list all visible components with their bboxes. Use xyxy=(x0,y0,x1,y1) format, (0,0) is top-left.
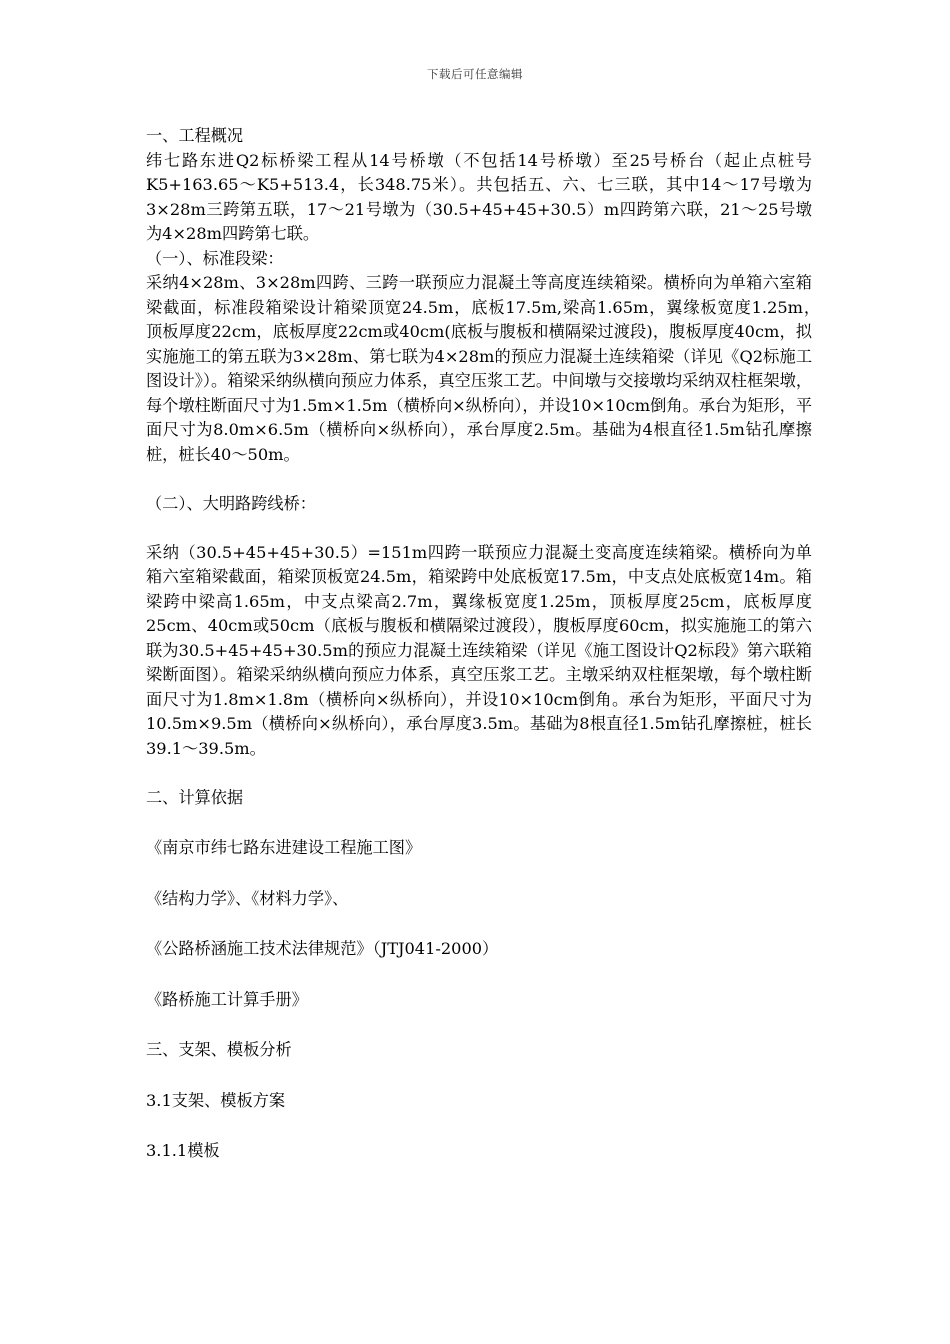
section-3-1-1-title: 3.1.1模板 xyxy=(146,1141,220,1160)
document-body xyxy=(146,124,829,1164)
section-3-title: 三、支架、模板分析 xyxy=(146,1040,292,1059)
reference-item: 《南京市纬七路东进建设工程施工图》 xyxy=(146,838,422,857)
section-1-2-body: 采纳（30.5+45+45+30.5）=151m四跨一联预应力混凝土变高度连续箱梁。横桥向为单箱六室箱梁截面，箱梁顶板宽24.5m，箱梁跨中处底板宽17.5m，中支点处底板宽14m。箱梁跨中梁高1.65m，中支点梁高2.7m，翼缘板宽度1.25m，顶板厚度25cm，底板厚度25cm、40cm或50cm（底板与腹板和横隔梁过渡段），腹板厚度60cm，拟实施施工的第六联为30.5+45+45+30.5m的预应力混凝土连续箱梁（详见《施工图设计Q2标段》第六联箱梁断面图）。箱梁采纳纵横向预应力体系，真空压浆工艺。主墩采纳双柱框架墩，每个墩柱断面尺寸为1.8m×1.8m（横桥向×纵桥向），并设10×10cm倒角。承台为矩形，平面尺寸为10.5m×9.5m（横桥向×纵桥向），承台厚度3.5m。基础为8根直径1.5m钻孔摩擦桩，桩长39.1～39.5m。 xyxy=(146,542,812,758)
section-1-1-title: （一）、标准段梁： xyxy=(146,248,284,268)
section-1-1-body: 采纳4×28m、3×28m四跨、三跨一联预应力混凝土等高度连续箱梁。横桥向为单箱六室箱梁截面，标准段箱梁设计箱梁顶宽24.5m，底板17.5m,梁高1.65m，翼缘板宽度1.25m， 顶板厚度22cm，底板厚度22cm或40cm(底板与腹板和横隔梁过渡段)，腹板厚度40cm，拟实施施工的第五联为3×28m、第七联为4×28m的预应力混凝土连续箱梁（详见《Q2标施工图设计》）。箱梁采纳纵横向预应力体系，真空压浆工艺。中间墩与交接墩均采纳双柱框架墩，每个墩柱断面尺寸为1.5m×1.5m（横桥向×纵桥向），并设10×10cm倒角。承台为矩形，平面尺寸为8.0m×6.5m（横桥向×纵桥向），承台厚度2.5m。基础为4根直径1.5m钻孔摩擦桩，桩长40～50m。 xyxy=(146,273,829,464)
section-1-intro: 纬七路东进Q2标桥梁工程从14号桥墩（不包括14号桥墩）至25号桥台（起止点桩号K5+163.65～K5+513.4，长348.75米）。共包括五、六、七三联，其中14～17号墩为3×28m三跨第五联，17～21号墩为（30.5+45+45+30.5）m四跨第六联，21～25号墩为4×28m四跨第七联。 xyxy=(146,150,812,243)
section-1-2-title: （二）、大明路跨线桥： xyxy=(146,493,316,513)
section-3-1-title: 3.1支架、模板方案 xyxy=(146,1090,286,1110)
reference-item: 《路桥施工计算手册》 xyxy=(146,989,308,1009)
reference-item: 《结构力学》、《材料力学》、 xyxy=(146,888,349,908)
section-1-title: 一、工程概况 xyxy=(146,126,244,145)
page-header: 下载后可任意编辑 xyxy=(427,67,523,81)
section-2-title: 二、计算依据 xyxy=(146,787,244,807)
reference-item: 《公路桥涵施工技术法律规范》（JTJ041-2000） xyxy=(146,939,499,958)
